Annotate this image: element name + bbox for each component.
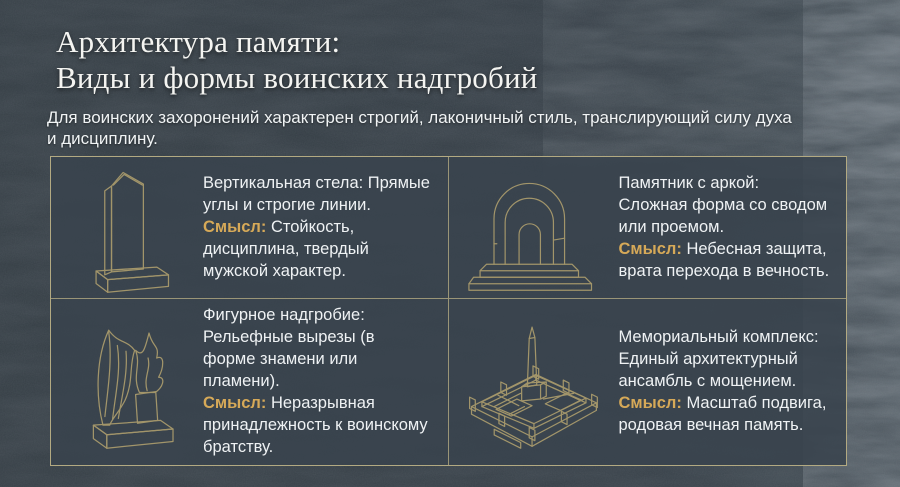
meaning-label: Смысл: <box>618 394 682 413</box>
card-description: Фигурное надгробие: Рельефные вырезы (в форме знамени или пламени). <box>203 306 375 391</box>
memorial-complex-icon <box>449 312 617 452</box>
card-text <box>617 167 847 289</box>
card-text <box>617 321 847 443</box>
page-title <box>56 24 860 96</box>
meaning-label: Смысл: <box>203 217 267 236</box>
card-figured-tombstone <box>51 299 449 465</box>
cards-grid <box>50 156 847 466</box>
meaning-text: Стойкость, дисциплина, твердый мужской характер. <box>203 217 369 280</box>
card-text <box>201 167 448 289</box>
figured-tombstone-icon <box>51 311 201 453</box>
card-arch-monument <box>449 157 847 299</box>
card-description: Мемориальный комплекс: Единый архитектурный ансамбль с мощением. <box>618 328 819 391</box>
meaning-label: Смысл: <box>203 394 267 413</box>
meaning-text: Небесная защита, врата перехода в вечность. <box>618 239 830 280</box>
vertical-stela-icon <box>51 158 201 298</box>
meaning-text: Неразрывная принадлежность к воинскому братству. <box>203 394 428 457</box>
slide-header <box>0 0 900 150</box>
card-meaning-line <box>619 239 831 283</box>
card-description: Памятник с аркой: Сложная форма со сводом или проемом. <box>618 173 828 236</box>
meaning-text: Масштаб подвига, родовая вечная память. <box>618 394 827 435</box>
card-meaning-line <box>203 393 432 459</box>
card-vertical-stela <box>51 157 449 299</box>
page-title-line1: Архитектура памяти: <box>56 24 341 59</box>
card-meaning-line <box>203 217 432 283</box>
card-text <box>201 299 448 465</box>
page-title-line2: Виды и формы воинских надгробий <box>56 59 538 95</box>
card-description: Вертикальная стела: Прямые углы и строгие линии. <box>203 173 430 214</box>
card-meaning-line <box>619 393 831 437</box>
page-subtitle: Для воинских захоронений характерен строгий, лаконичный стиль, транслирующий силу духа и дисциплину. <box>47 107 792 149</box>
arch-monument-icon <box>449 159 617 297</box>
meaning-label: Смысл: <box>618 239 682 258</box>
card-memorial-complex <box>449 299 847 465</box>
